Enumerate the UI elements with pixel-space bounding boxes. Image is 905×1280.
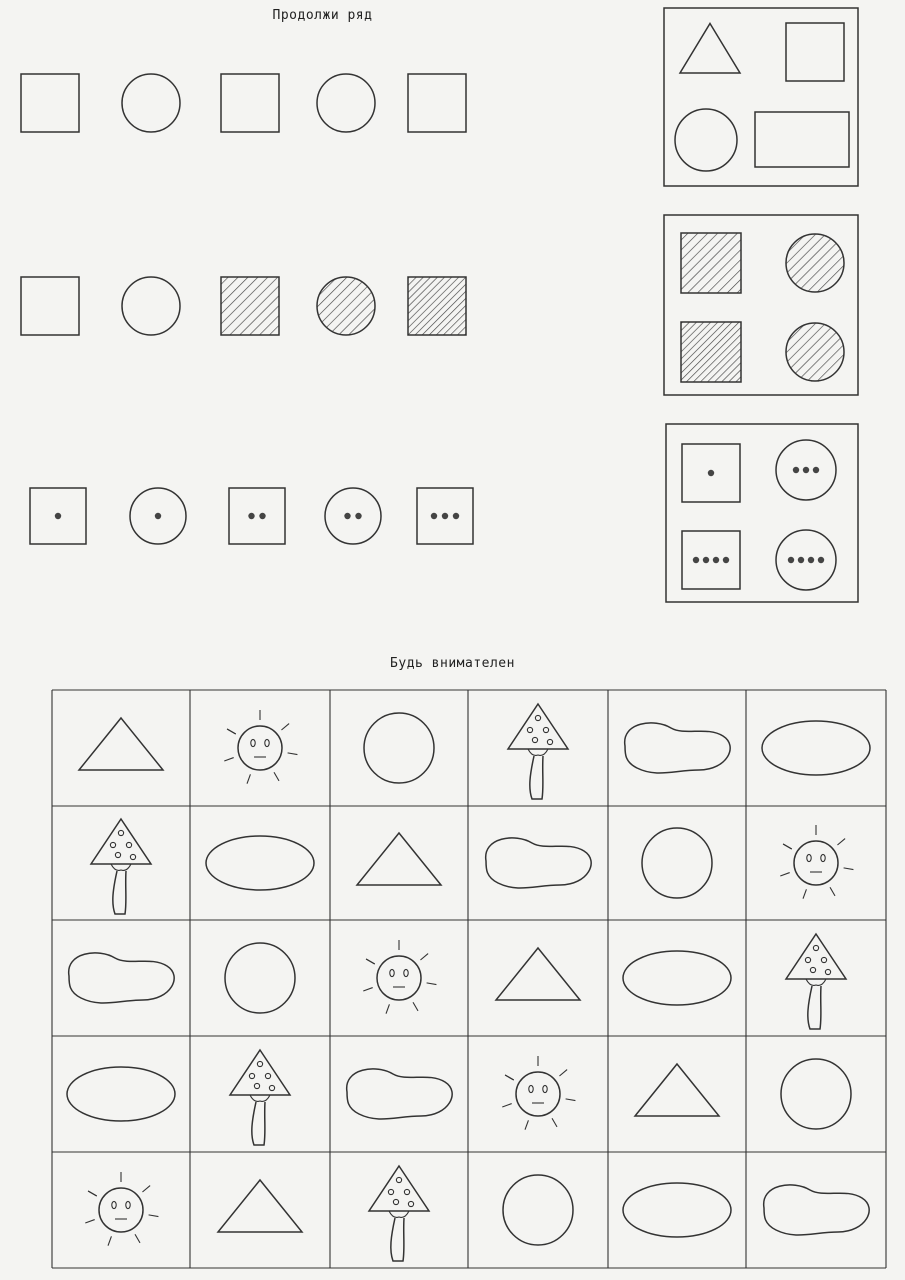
- grid-row: [67, 1050, 851, 1145]
- grid-cell: [502, 1056, 575, 1130]
- circle-icon: [781, 1059, 851, 1129]
- oval-icon: [762, 721, 870, 775]
- triangle-icon: [680, 24, 740, 74]
- oval-icon: [206, 836, 314, 890]
- circle-icon: [642, 828, 712, 898]
- hatched-circle-icon: [786, 234, 844, 292]
- mushroom-icon: [230, 1050, 290, 1145]
- grid-cell: [69, 953, 174, 1003]
- square-icon: [221, 74, 279, 132]
- triangle-icon: [496, 948, 580, 1000]
- sequence-row: [21, 74, 466, 132]
- answer-box: [666, 424, 858, 602]
- hatched-circle-icon: [786, 323, 844, 381]
- grid-lines: [52, 690, 886, 1268]
- circle-icon: [675, 109, 737, 171]
- grid-cell: [503, 1175, 573, 1245]
- grid-cell: [364, 713, 434, 783]
- grid-cell: [79, 718, 163, 770]
- blob-icon: [764, 1185, 869, 1235]
- square-1-dot-icon: [682, 444, 740, 502]
- mushroom-icon: [369, 1166, 429, 1261]
- grid-cell: [230, 1050, 290, 1145]
- sun-icon: [780, 825, 853, 899]
- circle-1-dot-icon: [130, 488, 186, 544]
- grid-cell: [363, 940, 436, 1014]
- grid-cell: [357, 833, 441, 885]
- answer-boxes: [664, 8, 858, 602]
- mushroom-icon: [508, 704, 568, 799]
- sequence-row: [21, 277, 466, 335]
- circle-icon: [122, 74, 180, 132]
- circle-icon: [503, 1175, 573, 1245]
- page-title-be-attentive: Будь внимателен: [390, 656, 515, 671]
- triangle-icon: [79, 718, 163, 770]
- grid-cell: [91, 819, 151, 914]
- grid-cell: [623, 1183, 731, 1237]
- grid-cell: [218, 1180, 302, 1232]
- attention-grid: [52, 690, 886, 1268]
- square-icon: [21, 277, 79, 335]
- grid-cell: [623, 951, 731, 1005]
- grid-row: [69, 934, 846, 1029]
- rectangle-icon: [755, 112, 849, 167]
- grid-cell: [225, 943, 295, 1013]
- hatched-square-icon: [408, 277, 466, 335]
- answer-box: [664, 215, 858, 395]
- circle-icon: [364, 713, 434, 783]
- grid-cell: [496, 948, 580, 1000]
- square-3-dots-icon: [417, 488, 473, 544]
- grid-cell: [369, 1166, 429, 1261]
- grid-cell: [764, 1185, 869, 1235]
- blob-icon: [486, 838, 591, 888]
- square-icon: [21, 74, 79, 132]
- hatched-circle-icon: [317, 277, 375, 335]
- grid-cell: [786, 934, 846, 1029]
- sun-icon: [502, 1056, 575, 1130]
- blob-icon: [625, 723, 730, 773]
- square-icon: [408, 74, 466, 132]
- circle-3-dots-icon: [776, 440, 836, 500]
- grid-row: [91, 819, 853, 914]
- grid-cell: [67, 1067, 175, 1121]
- mushroom-icon: [786, 934, 846, 1029]
- sequence-rows: [21, 74, 473, 544]
- oval-icon: [623, 951, 731, 1005]
- grid-cell: [508, 704, 568, 799]
- circle-2-dots-icon: [325, 488, 381, 544]
- triangle-icon: [635, 1064, 719, 1116]
- square-4-dots-icon: [682, 531, 740, 589]
- grid-row: [85, 1166, 869, 1261]
- grid-cell: [781, 1059, 851, 1129]
- circle-icon: [122, 277, 180, 335]
- circle-icon: [225, 943, 295, 1013]
- grid-cell: [347, 1069, 452, 1119]
- mushroom-icon: [91, 819, 151, 914]
- triangle-icon: [218, 1180, 302, 1232]
- square-2-dots-icon: [229, 488, 285, 544]
- grid-cell: [635, 1064, 719, 1116]
- grid-cell: [780, 825, 853, 899]
- sun-icon: [224, 710, 297, 784]
- answer-box: [664, 8, 858, 186]
- blob-icon: [347, 1069, 452, 1119]
- square-icon: [786, 23, 844, 81]
- grid-cell: [85, 1172, 158, 1246]
- hatched-square-icon: [681, 233, 741, 293]
- sun-icon: [363, 940, 436, 1014]
- oval-icon: [67, 1067, 175, 1121]
- grid-cell: [486, 838, 591, 888]
- blob-icon: [69, 953, 174, 1003]
- grid-cell: [206, 836, 314, 890]
- grid-cell: [762, 721, 870, 775]
- hatched-square-icon: [681, 322, 741, 382]
- sequence-row: [30, 488, 473, 544]
- triangle-icon: [357, 833, 441, 885]
- square-1-dot-icon: [30, 488, 86, 544]
- sun-icon: [85, 1172, 158, 1246]
- grid-row: [79, 704, 870, 799]
- circle-4-dots-icon: [776, 530, 836, 590]
- grid-cell: [224, 710, 297, 784]
- hatched-square-icon: [221, 277, 279, 335]
- circle-icon: [317, 74, 375, 132]
- grid-cell: [642, 828, 712, 898]
- page-title-continue-row: Продолжи ряд: [272, 8, 373, 23]
- grid-cell: [625, 723, 730, 773]
- oval-icon: [623, 1183, 731, 1237]
